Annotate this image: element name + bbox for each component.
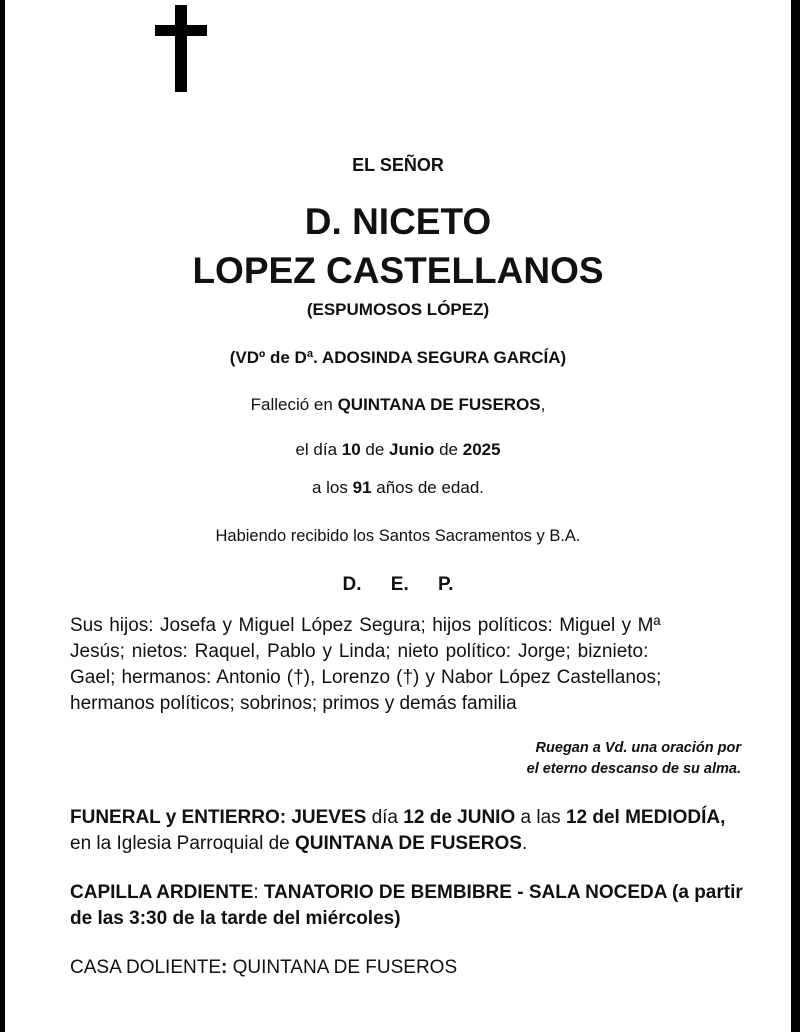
sacraments-line: Habiendo recibido los Santos Sacramentos y B.A.	[215, 527, 581, 545]
deceased-name-line2: LOPEZ CASTELLANOS	[192, 250, 604, 291]
widower-line: (VDº de Dª. ADOSINDA SEGURA GARCÍA)	[229, 348, 567, 367]
home-line: CASA DOLIENTE: QUINTANA DE FUSEROS	[70, 957, 458, 978]
death-place-line: Falleció en QUINTANA DE FUSEROS,	[250, 395, 546, 414]
dep-line: D. E. P.	[342, 574, 454, 595]
deceased-name-line1: D. NICETO	[304, 201, 492, 242]
family-line: hermanos políticos; sobrinos; primos y demás familia	[70, 693, 517, 714]
title: EL SEÑOR	[352, 155, 444, 175]
funeral-line1: FUNERAL y ENTIERRO: JUEVES día 12 de JUNIO a las 12 del MEDIODÍA,	[70, 807, 726, 828]
latin-cross-icon	[155, 5, 207, 92]
prayer-line: Ruegan a Vd. una oración por	[535, 740, 741, 756]
prayer-line: el eterno descanso de su alma.	[526, 761, 741, 777]
obituary-page	[5, 0, 791, 1032]
family-line: Jesús; nietos: Raquel, Pablo y Linda; nieto político: Jorge; biznieto:	[70, 641, 649, 662]
family-line: Sus hijos: Josefa y Miguel López Segura; hijos políticos: Miguel y Mª	[70, 615, 661, 636]
age-line: a los 91 años de edad.	[311, 478, 485, 497]
chapel-line2: de las 3:30 de la tarde del miércoles)	[70, 908, 401, 929]
death-date-line: el día 10 de Junio de 2025	[295, 440, 501, 459]
nickname: (ESPUMOSOS LÓPEZ)	[306, 300, 490, 319]
chapel-line1: CAPILLA ARDIENTE: TANATORIO DE BEMBIBRE - SALA NOCEDA (a partir	[70, 882, 743, 903]
funeral-line2: en la Iglesia Parroquial de QUINTANA DE FUSEROS.	[70, 833, 528, 854]
family-line: Gael; hermanos: Antonio (†), Lorenzo (†) y Nabor López Castellanos;	[70, 667, 662, 688]
